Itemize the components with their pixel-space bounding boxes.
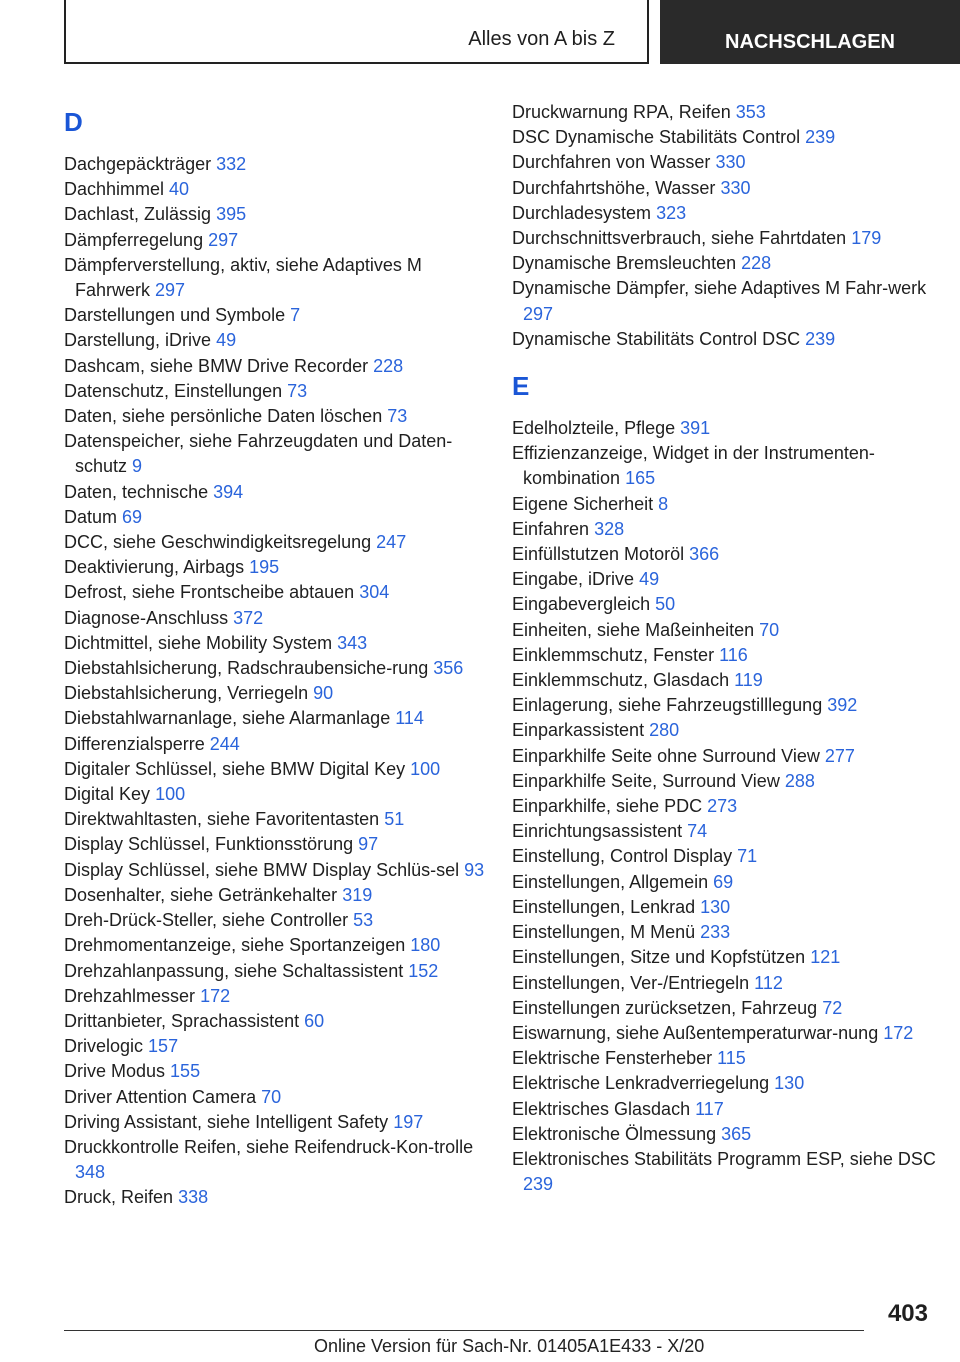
index-entry-text: Drive Modus (64, 1061, 166, 1082)
index-entry (512, 870, 942, 895)
index-entry-text: Dynamische Bremsleuchten (512, 253, 737, 274)
index-entry-text: DCC, siehe Geschwindigkeitsregelung (64, 532, 372, 553)
index-entry-text: Drehzahlanpassung, siehe Schaltassistent (64, 960, 404, 981)
index-entry-text: Einklemmschutz, Fenster (512, 644, 715, 665)
page-reference-link[interactable]: 53 (353, 910, 374, 931)
page-reference-link[interactable]: 165 (625, 468, 656, 489)
page-reference-link[interactable]: 70 (759, 619, 780, 640)
page-reference-link[interactable]: 74 (687, 821, 708, 842)
index-entry-text: Driving Assistant, siehe Intelligent Safety (64, 1111, 389, 1132)
index-entry-text: Dynamische Dämpfer, siehe Adaptives M Fahr-werk (512, 278, 927, 299)
page-reference-link[interactable]: 9 (132, 456, 143, 477)
index-entry (64, 1034, 494, 1059)
page-reference-link[interactable]: 319 (342, 884, 373, 905)
page-reference-link[interactable]: 117 (695, 1098, 724, 1119)
index-entry-text: Drehzahlmesser (64, 985, 196, 1006)
index-entry (512, 718, 942, 743)
index-entry (512, 100, 942, 125)
index-entry (512, 567, 942, 592)
index-entry-text: Dämpferverstellung, aktiv, siehe Adaptives M Fahrwerk (64, 254, 422, 301)
page-reference-link[interactable]: 288 (784, 770, 815, 791)
page-reference-link[interactable]: 297 (523, 303, 554, 324)
index-entry-text: Durchladesystem (512, 202, 652, 223)
page-reference-link[interactable]: 49 (216, 330, 237, 351)
index-entry-text: Daten, siehe persönliche Daten löschen (64, 406, 383, 427)
index-entry-text: Durchfahrtshöhe, Wasser (512, 177, 716, 198)
index-entry-text: Digital Key (64, 784, 151, 805)
index-entry (512, 226, 942, 251)
page-reference-link[interactable]: 8 (658, 493, 669, 514)
index-entry (64, 782, 494, 807)
page-reference-link[interactable]: 73 (387, 406, 408, 427)
index-entry (512, 844, 942, 869)
index-entry-text: Einklemmschutz, Glasdach (512, 670, 730, 691)
index-entry-text: Diebstahlsicherung, Radschraubensiche-rung (64, 658, 429, 679)
page-reference-link[interactable]: 366 (689, 544, 720, 565)
page-reference-link[interactable]: 112 (754, 972, 783, 993)
index-entry (512, 1097, 942, 1122)
page-reference-link[interactable]: 51 (384, 809, 405, 830)
index-entry (64, 959, 494, 984)
index-entry-text: Diagnose-Anschluss (64, 607, 229, 628)
page-reference-link[interactable]: 332 (216, 154, 247, 174)
page-reference-link[interactable]: 121 (810, 947, 841, 968)
index-entry (512, 125, 942, 150)
page-reference-link[interactable]: 228 (741, 253, 772, 274)
index-entry (64, 429, 494, 479)
index-entry (64, 328, 494, 353)
index-entry-text: Eigene Sicherheit (512, 493, 654, 514)
page-reference-link[interactable]: 70 (261, 1086, 282, 1107)
index-letter-heading: D (64, 107, 83, 137)
index-entry (512, 996, 942, 1021)
index-entry-text: Darstellung, iDrive (64, 330, 212, 351)
index-entry (64, 757, 494, 782)
page-reference-link[interactable]: 392 (827, 695, 858, 716)
index-entry (512, 920, 942, 945)
index-entry-text: Einfahren (512, 518, 590, 539)
index-entry (64, 732, 494, 757)
page-reference-link[interactable]: 239 (805, 328, 836, 349)
index-entry-text: Eiswarnung, siehe Außentemperaturwar-nung (512, 1022, 879, 1043)
index-entry (64, 202, 494, 227)
page-reference-link[interactable]: 395 (216, 204, 247, 225)
index-entry-text: Dachhimmel (64, 179, 165, 200)
page-reference-link[interactable]: 244 (209, 733, 240, 754)
page-reference-link[interactable]: 239 (805, 127, 836, 148)
index-entry-text: Display Schlüssel, siehe BMW Display Schlüs-sel (64, 859, 460, 880)
index-entry (512, 819, 942, 844)
index-entry-text: Effizienzanzeige, Widget in der Instrumenten-kombination (512, 443, 875, 489)
page-reference-link[interactable]: 60 (304, 1010, 325, 1031)
index-entry-text: Drittanbieter, Sprachassistent (64, 1010, 300, 1031)
page-reference-link[interactable]: 172 (883, 1022, 914, 1043)
index-entry-text: Elektrisches Glasdach (512, 1098, 691, 1119)
index-entry-text: Defrost, siehe Frontscheibe abtauen (64, 582, 355, 603)
index-entry (512, 517, 942, 542)
page-reference-link[interactable]: 116 (719, 644, 748, 665)
index-column-right (512, 100, 942, 1197)
index-entry-text: Eingabe, iDrive (512, 569, 635, 590)
index-entry-text: Einparkhilfe Seite, Surround View (512, 770, 780, 791)
page-reference-link[interactable]: 297 (155, 280, 186, 301)
index-entry-text: Einstellung, Control Display (512, 846, 733, 867)
page-reference-link[interactable]: 114 (395, 708, 424, 729)
page-reference-link[interactable]: 239 (523, 1174, 554, 1195)
index-entry (512, 441, 942, 491)
index-entry-text: Einfüllstutzen Motoröl (512, 544, 685, 565)
page-reference-link[interactable]: 157 (148, 1036, 179, 1057)
index-letter-heading: E (512, 371, 530, 402)
index-entry (64, 379, 494, 404)
index-entry (512, 668, 942, 693)
index-entry-text: Elektrische Lenkradverriegelung (512, 1073, 770, 1094)
index-entry-text: Edelholzteile, Pflege (512, 418, 676, 439)
index-entry-text: Display Schlüssel, Funktionsstörung (64, 834, 354, 855)
index-entry (512, 150, 942, 175)
index-entry (64, 505, 494, 530)
index-entry-text: Drehmomentanzeige, siehe Sportanzeigen (64, 935, 406, 956)
index-entry-text: Einstellungen, M Menü (512, 922, 696, 943)
index-entry (64, 1059, 494, 1084)
index-entry-text: Einstellungen, Allgemein (512, 871, 709, 892)
index-entry (64, 883, 494, 908)
index-entry (512, 744, 942, 769)
page-reference-link[interactable]: 115 (717, 1048, 746, 1069)
index-entry (64, 908, 494, 933)
index-entry-text: Einstellungen, Lenkrad (512, 896, 696, 917)
index-entry (512, 693, 942, 718)
page-reference-link[interactable]: 391 (680, 418, 711, 439)
index-entry-text: Deaktivierung, Airbags (64, 557, 245, 578)
index-entry (64, 706, 494, 731)
index-entry-text: Druck, Reifen (64, 1187, 174, 1208)
index-entry (512, 201, 942, 226)
index-entry-text: Datum (64, 506, 118, 527)
index-entry-text: Einparkassistent (512, 720, 645, 741)
index-entry (512, 592, 942, 617)
page-reference-link[interactable]: 280 (649, 720, 680, 741)
index-entry (64, 253, 494, 303)
index-entry-text: Darstellungen und Symbole (64, 305, 286, 326)
index-entry-text: Elektronisches Stabilitäts Programm ESP, siehe DSC (512, 1148, 936, 1169)
page-reference-link[interactable]: 71 (737, 846, 758, 867)
page-reference-link[interactable]: 330 (715, 152, 746, 173)
index-entry-text: Einlagerung, siehe Fahrzeugstilllegung (512, 695, 823, 716)
index-entry-text: Dynamische Stabilitäts Control DSC (512, 328, 801, 349)
index-entry (64, 555, 494, 580)
index-entry (64, 228, 494, 253)
index-entry (64, 1085, 494, 1110)
index-entry (64, 984, 494, 1009)
index-entry (512, 794, 942, 819)
page-reference-link[interactable]: 353 (735, 102, 766, 122)
index-entry (64, 606, 494, 631)
header-section-box (64, 0, 649, 64)
index-entry (512, 895, 942, 920)
page-reference-link[interactable]: 7 (290, 305, 301, 326)
index-entry (512, 1021, 942, 1046)
page-reference-link[interactable]: 356 (433, 658, 464, 679)
index-entry-text: Dämpferregelung (64, 229, 204, 250)
index-entry-text: Einstellungen zurücksetzen, Fahrzeug (512, 997, 818, 1018)
index-entry-text: Einstellungen, Ver-/Entriegeln (512, 972, 750, 993)
index-entry (64, 933, 494, 958)
index-entry (64, 1185, 494, 1210)
index-entry-text: Elektronische Ölmessung (512, 1123, 717, 1144)
index-entry-text: Daten, technische (64, 481, 209, 502)
chapter-tab: NACHSCHLAGEN (660, 0, 960, 64)
section-title: Alles von A bis Z (468, 28, 615, 50)
page-reference-link[interactable]: 152 (408, 960, 439, 981)
index-entry (64, 152, 494, 177)
index-entry (512, 276, 942, 326)
index-entry (512, 542, 942, 567)
index-entry-text: Einrichtungsassistent (512, 821, 683, 842)
index-entry (512, 416, 942, 441)
page-reference-link[interactable]: 304 (359, 582, 390, 603)
page-reference-link[interactable]: 328 (594, 518, 625, 539)
index-entry (512, 327, 942, 352)
page-reference-link[interactable]: 100 (410, 758, 441, 779)
index-entry-text: Druckwarnung RPA, Reifen (512, 102, 731, 122)
page-reference-link[interactable]: 155 (170, 1061, 201, 1082)
page-reference-link[interactable]: 69 (122, 506, 143, 527)
page-reference-link[interactable]: 330 (720, 177, 751, 198)
index-entry (64, 530, 494, 555)
page-reference-link[interactable]: 195 (249, 557, 280, 578)
page-reference-link[interactable]: 119 (734, 670, 763, 691)
index-entry (512, 1046, 942, 1071)
index-entry (64, 832, 494, 857)
index-entry (512, 643, 942, 668)
index-entry (512, 971, 942, 996)
page-reference-link[interactable]: 277 (824, 745, 855, 766)
index-column-left (64, 100, 494, 1211)
page-reference-link[interactable]: 50 (655, 594, 676, 615)
index-entry (64, 580, 494, 605)
index-entry-text: Diebstahlsicherung, Verriegeln (64, 683, 309, 704)
page-reference-link[interactable]: 130 (774, 1073, 805, 1094)
page-reference-link[interactable]: 197 (393, 1111, 424, 1132)
index-entry (64, 1110, 494, 1135)
index-entry (64, 1009, 494, 1034)
index-entry (512, 769, 942, 794)
page-reference-link[interactable]: 247 (376, 532, 407, 553)
index-entry-text: Dachlast, Zulässig (64, 204, 212, 225)
index-entry (64, 404, 494, 429)
index-entry (512, 176, 942, 201)
index-entry-text: Eingabevergleich (512, 594, 651, 615)
page-reference-link[interactable]: 93 (464, 859, 485, 880)
footer-divider (64, 1330, 864, 1331)
index-entry-text: Digitaler Schlüssel, siehe BMW Digital Key (64, 758, 406, 779)
index-entry-text: Einparkhilfe, siehe PDC (512, 796, 703, 817)
index-entry (512, 618, 942, 643)
index-entry-text: Durchschnittsverbrauch, siehe Fahrtdaten (512, 228, 847, 249)
index-entry (64, 656, 494, 681)
page-reference-link[interactable]: 130 (700, 896, 731, 917)
page-reference-link[interactable]: 348 (75, 1162, 106, 1183)
index-entry-text: Einparkhilfe Seite ohne Surround View (512, 745, 820, 766)
page-reference-link[interactable]: 90 (313, 683, 334, 704)
page-reference-link[interactable]: 69 (713, 871, 734, 892)
index-entry-text: Drivelogic (64, 1036, 144, 1057)
index-entry (64, 177, 494, 202)
page-reference-link[interactable]: 40 (169, 179, 190, 200)
index-entry (512, 1147, 942, 1197)
page-reference-link[interactable]: 394 (213, 481, 244, 502)
page-reference-link[interactable]: 338 (178, 1187, 209, 1208)
index-entry (512, 492, 942, 517)
page-reference-link[interactable]: 100 (155, 784, 186, 805)
index-entry-text: Direktwahltasten, siehe Favoritentasten (64, 809, 380, 830)
page-reference-link[interactable]: 179 (851, 228, 882, 249)
index-entry-text: Dosenhalter, siehe Getränkehalter (64, 884, 338, 905)
index-entry-text: Dachgepäckträger (64, 154, 212, 174)
page-reference-link[interactable]: 73 (287, 380, 308, 401)
page-reference-link[interactable]: 343 (337, 632, 368, 653)
index-entry (64, 807, 494, 832)
index-entry (512, 1122, 942, 1147)
index-entry (512, 945, 942, 970)
online-version-note: Online Version für Sach-Nr. 01405A1E433 - X/20 (314, 1336, 705, 1356)
index-entry (512, 1071, 942, 1096)
index-entry-text: Elektrische Fensterheber (512, 1048, 713, 1069)
index-entry-text: Dashcam, siehe BMW Drive Recorder (64, 355, 369, 376)
index-entry-text: Driver Attention Camera (64, 1086, 257, 1107)
page-reference-link[interactable]: 233 (700, 922, 731, 943)
index-entry (64, 354, 494, 379)
index-entry (64, 303, 494, 328)
page-reference-link[interactable]: 273 (707, 796, 738, 817)
index-entry (64, 681, 494, 706)
index-entry-text: Einstellungen, Sitze und Kopfstützen (512, 947, 806, 968)
index-entry (64, 631, 494, 656)
index-entry-text: Differenzialsperre (64, 733, 205, 754)
index-entry (64, 480, 494, 505)
index-entry (64, 1135, 494, 1185)
page-reference-link[interactable]: 72 (822, 997, 843, 1018)
index-entry-text: Druckkontrolle Reifen, siehe Reifendruck-Kon-trolle (64, 1136, 474, 1157)
page-number: 403 (887, 1300, 928, 1327)
page-reference-link[interactable]: 365 (721, 1123, 752, 1144)
index-entry-text: Durchfahren von Wasser (512, 152, 711, 173)
page-reference-link[interactable]: 372 (233, 607, 264, 628)
index-entry-text: Dichtmittel, siehe Mobility System (64, 632, 333, 653)
page-reference-link[interactable]: 97 (358, 834, 379, 855)
index-entry-text: Datenspeicher, siehe Fahrzeugdaten und Daten-schutz (64, 431, 453, 477)
page-reference-link[interactable]: 297 (208, 229, 239, 250)
index-entry-text: DSC Dynamische Stabilitäts Control (512, 127, 801, 148)
page-reference-link[interactable]: 180 (410, 935, 441, 956)
index-entry-text: Dreh-Drück-Steller, siehe Controller (64, 910, 349, 931)
index-entry-text: Datenschutz, Einstellungen (64, 380, 283, 401)
page-reference-link[interactable]: 323 (656, 202, 687, 223)
index-entry (512, 251, 942, 276)
page-reference-link[interactable]: 49 (639, 569, 660, 590)
index-entry (64, 858, 494, 883)
page-reference-link[interactable]: 228 (373, 355, 404, 376)
index-entry-text: Einheiten, siehe Maßeinheiten (512, 619, 755, 640)
page-reference-link[interactable]: 172 (200, 985, 231, 1006)
index-entry-text: Diebstahlwarnanlage, siehe Alarmanlage (64, 708, 391, 729)
